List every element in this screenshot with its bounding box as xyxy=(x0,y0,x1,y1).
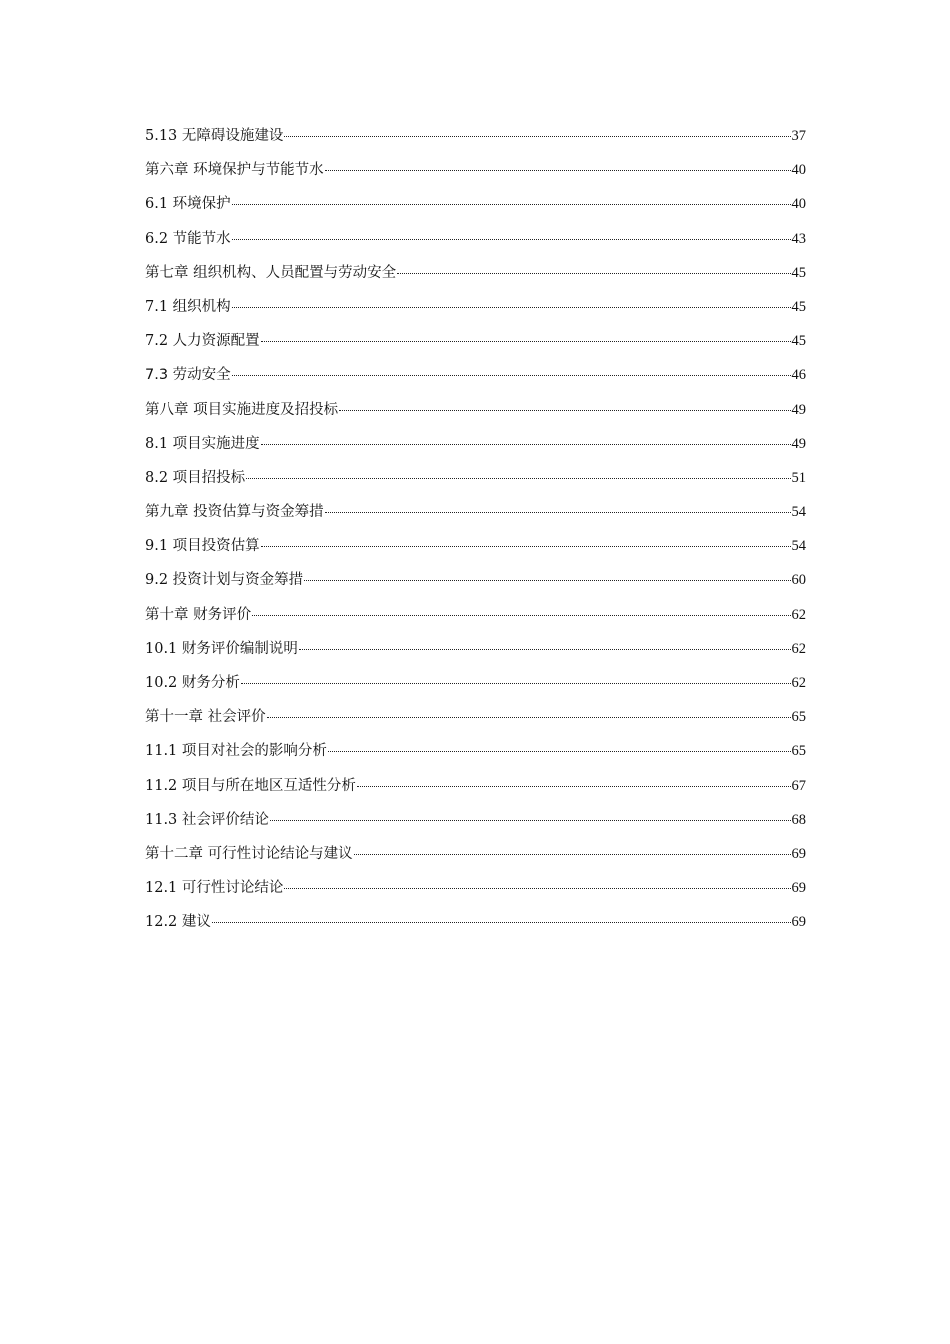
toc-dot-leader xyxy=(241,683,791,684)
toc-entry-page: 49 xyxy=(791,401,806,418)
toc-entry[interactable] xyxy=(145,910,806,944)
toc-entry[interactable] xyxy=(145,398,806,432)
toc-entry-title: 第九章 投资估算与资金筹措 xyxy=(145,504,324,521)
toc-dot-leader xyxy=(339,410,790,411)
toc-dot-leader xyxy=(212,922,791,923)
toc-entry-title: 10.2 财务分析 xyxy=(145,675,240,691)
toc-entry[interactable] xyxy=(145,227,806,261)
toc-entry-page: 45 xyxy=(791,298,806,315)
toc-entry-title: 12.2 建议 xyxy=(145,914,211,931)
toc-entry-page: 62 xyxy=(791,606,806,623)
toc-entry[interactable] xyxy=(145,739,806,773)
toc-entry[interactable] xyxy=(145,432,806,466)
toc-dot-leader xyxy=(284,888,790,889)
toc-entry-title: 8.2 项目招投标 xyxy=(145,469,246,486)
toc-entry-title: 第八章 项目实施进度及招投标 xyxy=(145,401,339,418)
toc-entry-title: 第十章 财务评价 xyxy=(145,606,252,623)
toc-entry-title: 7.1 组织机构 xyxy=(145,298,231,315)
toc-entry-title: 第七章 组织机构、人员配置与劳动安全 xyxy=(145,264,397,281)
toc-entry[interactable] xyxy=(145,466,806,500)
toc-dot-leader xyxy=(325,512,791,513)
toc-entry-page: 40 xyxy=(791,162,806,179)
toc-entry-title: 11.1 项目对社会的影响分析 xyxy=(145,743,327,760)
toc-entry-title: 8.1 项目实施进度 xyxy=(145,435,260,452)
toc-entry-page: 68 xyxy=(791,811,806,828)
toc-dot-leader xyxy=(261,546,791,547)
toc-entry-title: 第十二章 可行性讨论结论与建议 xyxy=(145,845,353,862)
toc-dot-leader xyxy=(261,341,791,342)
toc-entry[interactable] xyxy=(145,500,806,534)
toc-entry[interactable] xyxy=(145,363,806,397)
toc-entry[interactable] xyxy=(145,671,806,705)
toc-dot-leader xyxy=(232,375,791,376)
toc-entry[interactable] xyxy=(145,192,806,226)
toc-dot-leader xyxy=(232,204,791,205)
toc-entry-title: 第十一章 社会评价 xyxy=(145,709,266,726)
toc-entry-page: 67 xyxy=(791,777,806,794)
toc-entry-title: 6.1 环境保护 xyxy=(145,196,231,213)
toc-entry-page: 45 xyxy=(791,264,806,281)
toc-entry[interactable] xyxy=(145,295,806,329)
toc-entry-page: 62 xyxy=(791,675,806,691)
toc-dot-leader xyxy=(267,717,791,718)
toc-entry-title: 7.3 劳动安全 xyxy=(145,367,231,384)
toc-dot-leader xyxy=(397,273,790,274)
toc-entry[interactable] xyxy=(145,568,806,602)
toc-dot-leader xyxy=(270,820,791,821)
toc-dot-leader xyxy=(246,478,790,479)
toc-entry[interactable] xyxy=(145,261,806,295)
toc-entry-page: 45 xyxy=(791,333,806,350)
toc-entry-page: 54 xyxy=(791,538,806,555)
toc-entry-page: 69 xyxy=(791,880,806,897)
toc-entry[interactable] xyxy=(145,876,806,910)
toc-dot-leader xyxy=(325,170,791,171)
toc-dot-leader xyxy=(299,649,791,650)
toc-entry-page: 51 xyxy=(791,469,806,486)
toc-dot-leader xyxy=(232,239,791,240)
toc-entry-page: 43 xyxy=(791,230,806,247)
toc-entry-page: 40 xyxy=(791,196,806,213)
toc-dot-leader xyxy=(252,615,790,616)
toc-entry-page: 69 xyxy=(791,845,806,862)
toc-entry-page: 37 xyxy=(791,128,806,144)
toc-entry-title: 9.2 投资计划与资金筹措 xyxy=(145,572,304,589)
toc-dot-leader xyxy=(232,307,791,308)
toc-dot-leader xyxy=(304,580,790,581)
toc-entry[interactable] xyxy=(145,603,806,637)
toc-dot-leader xyxy=(328,751,791,752)
toc-entry-title: 6.2 节能节水 xyxy=(145,230,231,247)
toc-entry-title: 11.2 项目与所在地区互适性分析 xyxy=(145,777,356,794)
toc-entry-title: 7.2 人力资源配置 xyxy=(145,333,260,350)
table-of-contents xyxy=(145,124,806,945)
toc-entry-page: 65 xyxy=(791,709,806,726)
toc-entry[interactable] xyxy=(145,124,806,158)
toc-entry-page: 54 xyxy=(791,504,806,521)
toc-entry[interactable] xyxy=(145,774,806,808)
toc-entry[interactable] xyxy=(145,534,806,568)
toc-entry-title: 9.1 项目投资估算 xyxy=(145,538,260,555)
toc-entry-page: 65 xyxy=(791,743,806,760)
toc-entry-page: 69 xyxy=(791,914,806,931)
toc-entry[interactable] xyxy=(145,637,806,671)
toc-entry-page: 62 xyxy=(791,640,806,657)
toc-entry-title: 5.13 无障碍设施建设 xyxy=(145,128,284,144)
toc-entry[interactable] xyxy=(145,705,806,739)
toc-dot-leader xyxy=(261,444,791,445)
toc-entry-title: 12.1 可行性讨论结论 xyxy=(145,880,284,897)
toc-entry[interactable] xyxy=(145,158,806,192)
toc-entry-title: 第六章 环境保护与节能节水 xyxy=(145,162,324,179)
toc-dot-leader xyxy=(284,136,790,137)
toc-dot-leader xyxy=(354,854,791,855)
toc-entry-title: 11.3 社会评价结论 xyxy=(145,811,269,828)
toc-entry-title: 10.1 财务评价编制说明 xyxy=(145,640,298,657)
toc-entry-page: 49 xyxy=(791,435,806,452)
toc-dot-leader xyxy=(357,786,791,787)
toc-entry-page: 60 xyxy=(791,572,806,589)
toc-entry[interactable] xyxy=(145,808,806,842)
toc-entry[interactable] xyxy=(145,329,806,363)
toc-entry[interactable] xyxy=(145,842,806,876)
toc-entry-page: 46 xyxy=(791,367,806,384)
